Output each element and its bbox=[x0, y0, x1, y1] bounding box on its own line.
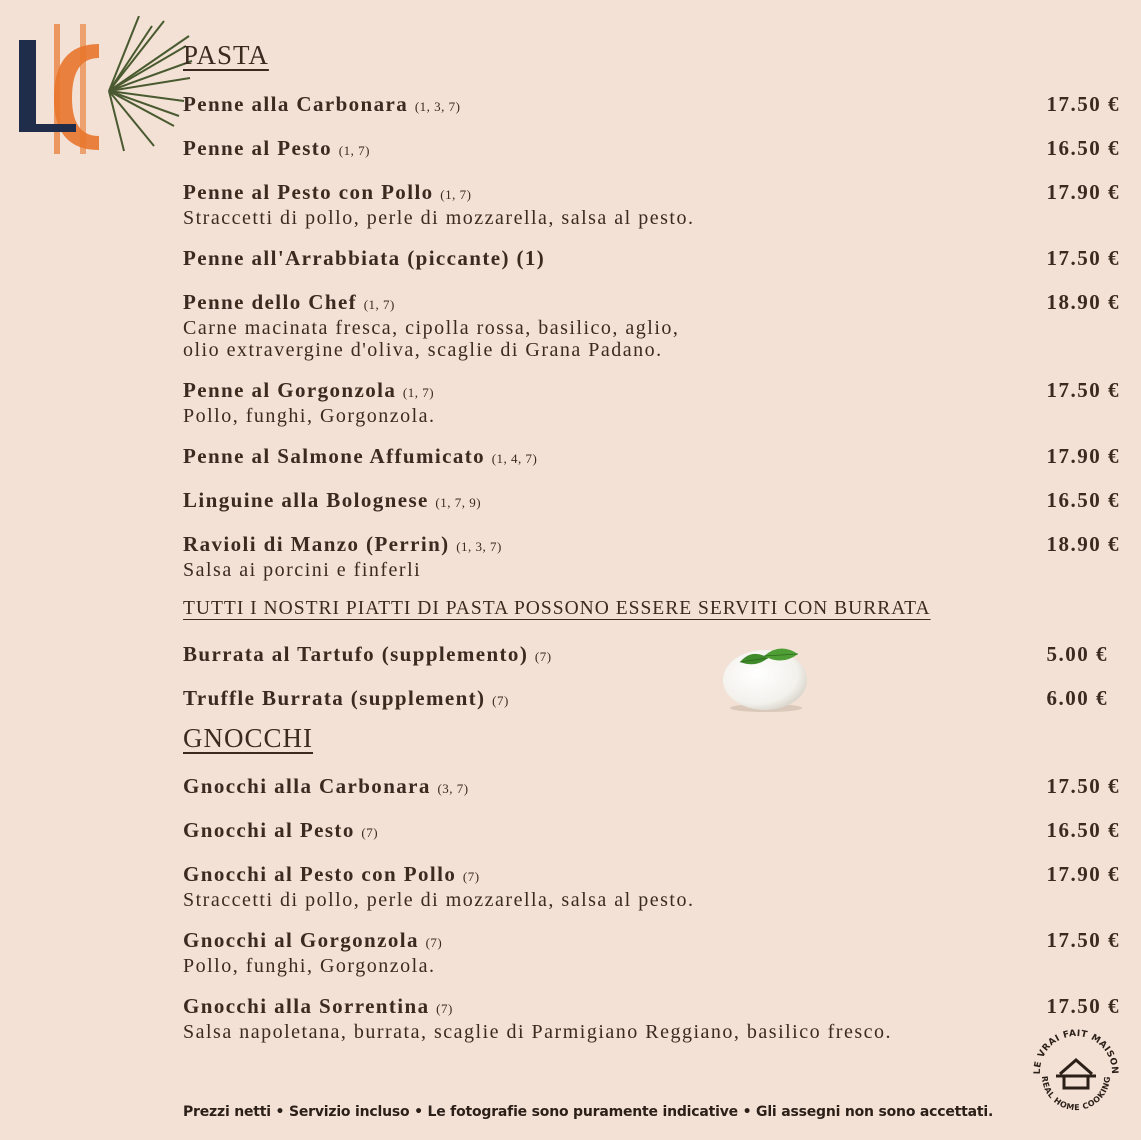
menu-item bbox=[183, 686, 1108, 713]
item-name: Gnocchi alla Sorrentina bbox=[183, 994, 430, 1018]
menu-item bbox=[183, 136, 1120, 163]
menu-item bbox=[183, 642, 1108, 669]
section-heading-gnocchi: GNOCCHI bbox=[183, 723, 314, 753]
menu-item bbox=[183, 774, 1120, 801]
item-description: Carne macinata fresca, cipolla rossa, basilico, aglio, bbox=[183, 317, 680, 339]
item-allergens: (1, 7) bbox=[402, 385, 435, 400]
item-price: 17.90 € bbox=[1046, 862, 1120, 886]
item-allergens: (1, 3, 7) bbox=[414, 99, 461, 114]
item-description: olio extravergine d'oliva, scaglie di Grana Padano. bbox=[183, 339, 663, 361]
menu-item bbox=[183, 994, 1120, 1043]
item-price: 16.50 € bbox=[1046, 488, 1120, 512]
item-name: Penne al Pesto con Pollo bbox=[183, 180, 434, 204]
item-allergens: (7) bbox=[425, 935, 443, 950]
item-price: 18.90 € bbox=[1046, 532, 1120, 556]
item-allergens: (1, 7) bbox=[440, 187, 472, 202]
item-name: Gnocchi alla Carbonara bbox=[183, 774, 431, 798]
item-price: 17.50 € bbox=[1046, 928, 1120, 952]
burrata-photo bbox=[720, 640, 810, 712]
menu-item bbox=[183, 818, 1120, 845]
item-name: Ravioli di Manzo (Perrin) bbox=[183, 532, 450, 556]
item-allergens: (7) bbox=[462, 869, 480, 884]
item-name: Penne alla Carbonara bbox=[183, 92, 409, 116]
home-cooking-stamp bbox=[1030, 1026, 1122, 1118]
menu-item bbox=[183, 862, 1120, 911]
item-price: 17.90 € bbox=[1046, 444, 1120, 468]
menu-item bbox=[183, 180, 1120, 229]
item-price: 6.00 € bbox=[1046, 686, 1108, 710]
item-price: 5.00 € bbox=[1046, 642, 1108, 666]
menu-item bbox=[183, 290, 1120, 361]
svg-text:LE VRAI FAIT MAISON: LE VRAI FAIT MAISON bbox=[1032, 1028, 1120, 1075]
restaurant-logo bbox=[14, 16, 194, 156]
house-icon bbox=[1056, 1060, 1096, 1088]
menu-item bbox=[183, 488, 1120, 515]
item-name: Burrata al Tartufo (supplemento) bbox=[183, 642, 529, 666]
item-name: Penne al Pesto bbox=[183, 136, 333, 160]
section-heading-pasta: PASTA bbox=[183, 40, 269, 70]
svg-text:REAL HOME COOKING: REAL HOME COOKING bbox=[1039, 1075, 1113, 1113]
item-description: Pollo, funghi, Gorgonzola. bbox=[183, 955, 436, 977]
item-name: Gnocchi al Pesto con Pollo bbox=[183, 862, 457, 886]
item-description: Straccetti di pollo, perle di mozzarella, salsa al pesto. bbox=[183, 889, 695, 911]
item-allergens: (1, 3, 7) bbox=[456, 539, 502, 554]
item-name: Penne al Gorgonzola bbox=[183, 378, 397, 402]
menu-item bbox=[183, 532, 1120, 581]
item-description: Pollo, funghi, Gorgonzola. bbox=[183, 405, 436, 427]
menu-item bbox=[183, 92, 1120, 119]
item-allergens: (7) bbox=[361, 825, 379, 840]
menu-item bbox=[183, 928, 1120, 977]
item-description: Salsa napoletana, burrata, scaglie di Parmigiano Reggiano, basilico fresco. bbox=[183, 1021, 892, 1043]
item-description: Salsa ai porcini e finferli bbox=[183, 559, 422, 581]
menu-item bbox=[183, 444, 1120, 471]
item-description: Straccetti di pollo, perle di mozzarella, salsa al pesto. bbox=[183, 207, 695, 229]
menu-item bbox=[183, 246, 1120, 273]
burrata-note: TUTTI I NOSTRI PIATTI DI PASTA POSSONO ESSERE SERVITI CON BURRATA bbox=[183, 598, 931, 619]
item-price: 17.50 € bbox=[1046, 774, 1120, 798]
item-name: Truffle Burrata (supplement) bbox=[183, 686, 486, 710]
menu-item bbox=[183, 378, 1120, 427]
item-allergens: (1, 4, 7) bbox=[491, 451, 538, 466]
item-price: 17.50 € bbox=[1046, 246, 1120, 270]
item-allergens: (1, 7, 9) bbox=[435, 495, 482, 510]
item-price: 17.50 € bbox=[1046, 92, 1120, 116]
item-price: 17.90 € bbox=[1046, 180, 1120, 204]
item-price: 16.50 € bbox=[1046, 136, 1120, 160]
item-allergens: (3, 7) bbox=[437, 781, 469, 796]
item-name: Penne dello Chef bbox=[183, 290, 358, 314]
item-name: Gnocchi al Gorgonzola bbox=[183, 928, 419, 952]
item-allergens: (7) bbox=[534, 649, 552, 664]
item-price: 16.50 € bbox=[1046, 818, 1120, 842]
item-name: Penne all'Arrabbiata (piccante) (1) bbox=[183, 246, 546, 270]
item-name: Linguine alla Bolognese bbox=[183, 488, 429, 512]
item-allergens: (1, 7) bbox=[338, 143, 370, 158]
item-price: 17.50 € bbox=[1046, 378, 1120, 402]
item-allergens: (7) bbox=[492, 693, 509, 708]
item-price: 17.50 € bbox=[1046, 994, 1120, 1018]
palm-leaves-icon bbox=[109, 16, 192, 151]
item-name: Gnocchi al Pesto bbox=[183, 818, 355, 842]
item-price: 18.90 € bbox=[1046, 290, 1120, 314]
item-allergens: (7) bbox=[436, 1001, 453, 1016]
item-allergens: (1, 7) bbox=[363, 297, 395, 312]
footer-note: Prezzi netti • Servizio incluso • Le fotografie sono puramente indicative • Gli assegni non sono accettati. bbox=[183, 1104, 994, 1120]
item-name: Penne al Salmone Affumicato bbox=[183, 444, 486, 468]
